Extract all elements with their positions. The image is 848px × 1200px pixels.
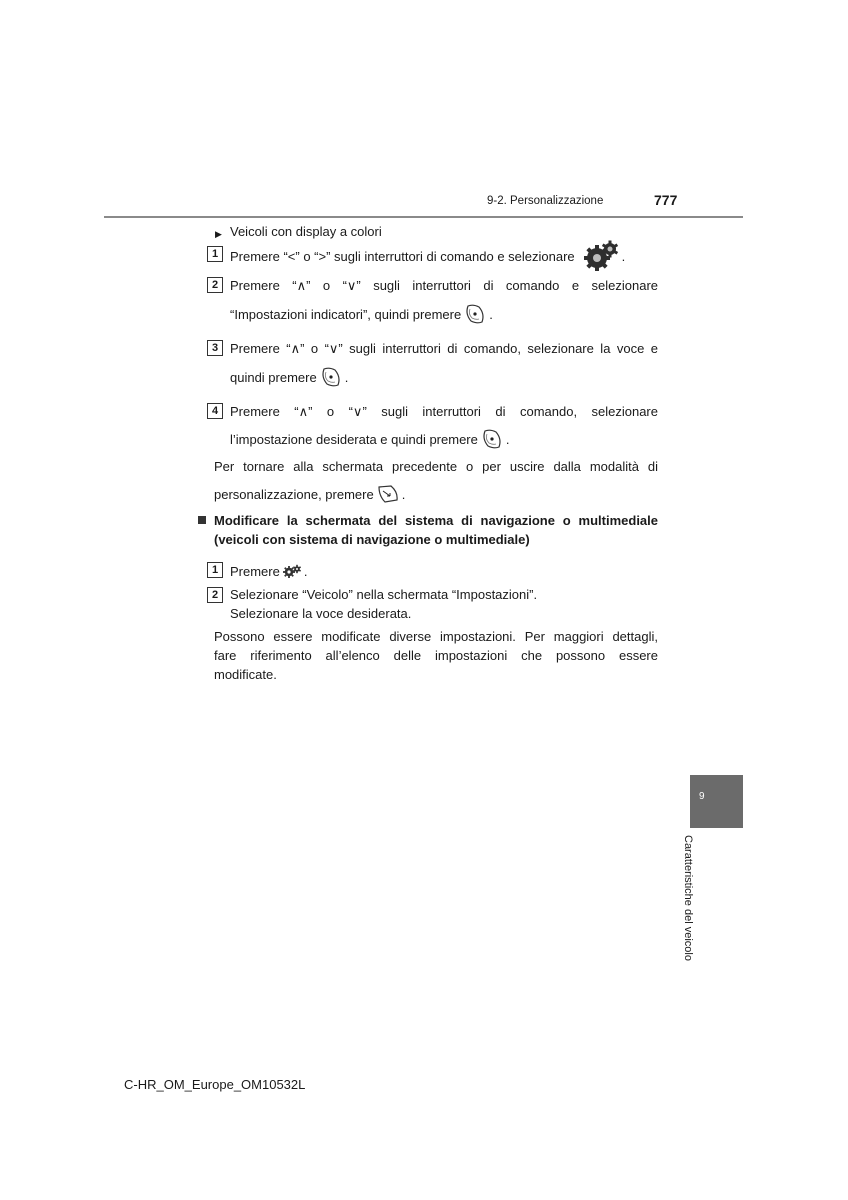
chapter-tab-number: 9 xyxy=(699,791,705,802)
enter-button-icon xyxy=(464,303,486,325)
section-b-step-number-1: 1 xyxy=(207,562,223,578)
footer-code: C-HR_OM_Europe_OM10532L xyxy=(124,1077,306,1092)
section-b-step-2-line-1: Selezionare “Veicolo” nella schermata “Impostazioni”. xyxy=(230,587,538,602)
step-2-line-2-text: “Impostazioni indicatori”, quindi premere xyxy=(230,306,462,322)
step-3-end: . xyxy=(344,369,349,385)
section-b-step-1-text xyxy=(230,561,307,581)
settings-gears-icon xyxy=(583,240,619,272)
step-2-line-2 xyxy=(230,302,493,326)
step-1-line: Premere “<” o “>” sugli interruttori di comando e selezionare xyxy=(230,248,575,264)
section-b-note-line-1: Possono essere modificate diverse impostazioni. Per maggiori dettagli, xyxy=(214,629,658,644)
step-number-4: 4 xyxy=(207,403,223,419)
step-3-line-2-text: quindi premere xyxy=(230,369,317,385)
section-b-title-line-2: (veicoli con sistema di navigazione o multimediale) xyxy=(214,532,530,547)
step-2-line-1: Premere “∧” o “∨” sugli interruttori di comando e selezionare xyxy=(230,278,658,293)
chapter-tab xyxy=(690,775,743,828)
step-3-line-2 xyxy=(230,365,348,389)
step-4-line-1: Premere “∧” o “∨” sugli interruttori di comando, selezionare xyxy=(230,404,658,419)
step-number-1: 1 xyxy=(207,246,223,262)
section-b-step-number-2: 2 xyxy=(207,587,223,603)
triangle-bullet-icon: ▶ xyxy=(215,229,222,239)
enter-button-icon xyxy=(320,366,342,388)
step-4-line-2-text: l’impostazione desiderata e quindi premere xyxy=(230,431,478,447)
step-number-2: 2 xyxy=(207,277,223,293)
page-number: 777 xyxy=(654,192,678,208)
step-1-end: . xyxy=(621,248,626,264)
step-3-line-1: Premere “∧” o “∨” sugli interruttori di comando, selezionare la voce e xyxy=(230,341,658,356)
step-4-end: . xyxy=(505,431,510,447)
step-2-end: . xyxy=(489,306,493,322)
step-4-line-2 xyxy=(230,427,510,451)
square-bullet-icon xyxy=(198,516,206,524)
section-b-note-line-2: fare riferimento all’elenco delle impostazioni che possono essere xyxy=(214,648,658,663)
section-b-step-2-line-2: Selezionare la voce desiderata. xyxy=(230,606,412,621)
section-b-note-line-3: modificate. xyxy=(214,667,277,682)
chapter-tab-label: Caratteristiche del veicolo xyxy=(682,835,694,961)
section-b-step-1-label: Premere xyxy=(230,563,280,579)
back-button-icon xyxy=(377,483,399,505)
back-note-line-2-text: personalizzazione, premere xyxy=(214,486,374,502)
back-note-end: . xyxy=(401,486,406,502)
subheading-color-display: Veicoli con display a colori xyxy=(230,224,382,239)
section-title: 9-2. Personalizzazione xyxy=(487,195,604,207)
section-b-step-1-end: . xyxy=(303,563,308,579)
enter-button-icon xyxy=(481,428,503,450)
back-note-line-1: Per tornare alla schermata precedente o per uscire dalla modalità di xyxy=(214,459,658,474)
step-number-3: 3 xyxy=(207,340,223,356)
back-note-line-2 xyxy=(214,482,405,506)
header-rule xyxy=(104,216,743,218)
section-b-title-line-1: Modificare la schermata del sistema di navigazione o multimediale xyxy=(214,513,658,528)
settings-gears-icon xyxy=(282,564,302,578)
step-1-text xyxy=(230,240,625,272)
